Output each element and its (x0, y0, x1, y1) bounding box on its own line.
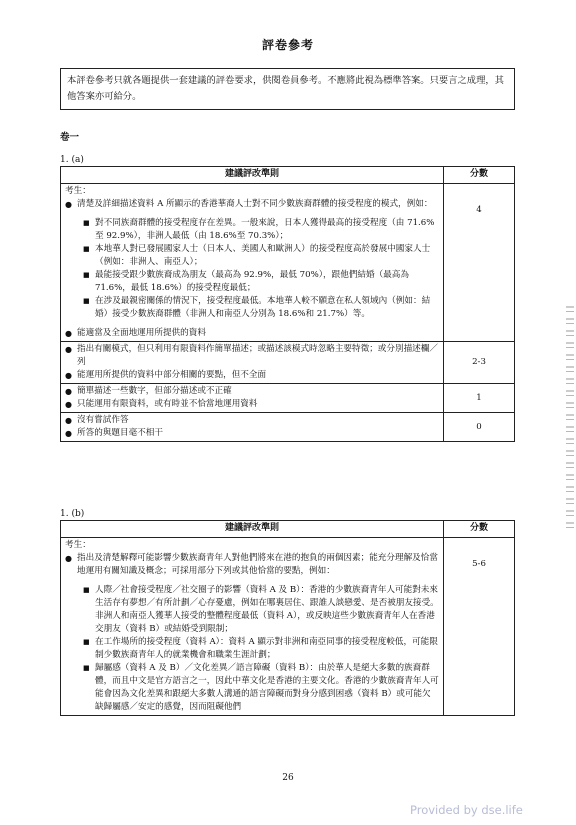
square-bullet-icon: ■ (83, 664, 90, 672)
bullet-icon: ● (65, 371, 72, 380)
criteria-cell (61, 384, 444, 413)
question-1b-label: 1. (b) (60, 509, 85, 519)
marking-table-1a (60, 166, 515, 442)
criteria-header: 建議評改準則 (61, 521, 444, 538)
question-1a-label: 1. (a) (60, 155, 84, 165)
criteria-header: 建議評改準則 (61, 167, 444, 184)
criterion-text: 能適當及全面地運用所提供的資料 (77, 328, 206, 338)
criterion-text: 所答的與題目毫不相干 (77, 428, 163, 438)
square-bullet-icon: ■ (83, 219, 90, 227)
square-bullet-icon: ■ (83, 586, 90, 594)
criterion-text: 清楚及詳細描述資料 A 所顯示的香港華裔人士對不同少數族裔群體的接受程度的模式，例如： (77, 199, 433, 209)
criteria-cell (61, 184, 444, 342)
criterion-text: 只能運用有限資料，或有時並不恰當地運用資料 (77, 399, 258, 409)
criteria-cell (61, 413, 444, 442)
example-point: 人際／社會接受程度／社交圈子的影響（資料 A 及 B）：香港的少數族裔青年人可能對未來生活存有夢想／有所計劃／心存憂慮，例如在哪裏居住、跟誰人談戀愛、是否被朋友接受。非洲人和南亞人獲華人接受的整體程度最低（資料 A），或反映這些少數族裔青年人在香港交朋友（資料 B）或結婚受到限制； (95, 585, 439, 634)
table-row (61, 342, 515, 384)
example-point: 最能接受跟少數族裔成為朋友（最高為 92.9%，最低 70%），跟他們結婚（最高為 71.6%，最低 18.6%）的接受程度最低； (95, 270, 409, 293)
bullet-icon: ● (65, 429, 72, 438)
score-header: 分數 (444, 167, 515, 184)
page-number: 26 (282, 773, 294, 783)
square-bullet-icon: ■ (83, 638, 90, 646)
example-point: 對不同族裔群體的接受程度存在差異。一般來說，日本人獲得最高的接受程度（由 71.6%至 92.9%），非洲人最低（由 18.6%至 70.3%）； (95, 218, 435, 241)
bullet-icon: ● (65, 329, 72, 338)
square-bullet-icon: ■ (83, 297, 90, 305)
table-header (61, 521, 515, 538)
square-bullet-icon: ■ (83, 271, 90, 279)
example-point: 在涉及最親密關係的情況下，接受程度最低。本地華人較不願意在私人領域內（例如：結婚）接受少數族裔群體（非洲人和南亞人分別為 18.6%和 21.7%）等。 (95, 296, 431, 319)
score-cell: 5-6 (444, 538, 515, 716)
criterion-text: 能運用所提供的資料中部分相關的要點，但不全面 (77, 370, 267, 380)
watermark: Provided by dse.life (410, 803, 523, 817)
example-point: 本地華人對已發展國家人士（日本人、美國人和歐洲人）的接受程度高於發展中國家人士（例如：非洲人、南亞人）； (95, 244, 431, 267)
score-cell: 1 (444, 384, 515, 413)
scan-margin-marks (566, 300, 574, 530)
intro-box: 本評卷參考只就各題提供一套建議的評卷要求，供閱卷員參考。不應將此視為標準答案。只要言之成理，其他答案亦可給分。 (60, 68, 515, 110)
criterion-text: 沒有嘗試作答 (77, 415, 129, 425)
table-header (61, 167, 515, 184)
example-point: 在工作場所的接受程度（資料 A）：資料 A 顯示對非洲和南亞同事的接受程度較低，可能限制少數族裔青年人的就業機會和職業生涯計劃； (95, 637, 438, 660)
page-title: 評卷參考 (261, 38, 314, 52)
bullet-icon: ● (65, 387, 72, 396)
table-row (61, 538, 515, 716)
bullet-icon: ● (65, 554, 72, 563)
criterion-text: 指出有關模式，但只利用有限資料作簡單描述；或描述該模式時忽略主要特徵；或分別描述欄／列 (77, 344, 438, 367)
score-header: 分數 (444, 521, 515, 538)
table-row (61, 384, 515, 413)
bullet-icon: ● (65, 400, 72, 409)
bullet-icon: ● (65, 200, 72, 209)
criterion-text: 簡單描述一些數字，但部分描述或不正確 (77, 386, 232, 396)
score-cell: 4 (444, 184, 515, 342)
score-cell: 2-3 (444, 342, 515, 384)
example-point: 歸屬感（資料 A 及 B）／文化差異／語言障礙（資料 B）：由於華人是絕大多數的族裔群體，而且中文是官方語言之一，因此中華文化是香港的主要文化。香港的少數族裔青年人可能會因為文化差異和跟絕大多數人溝通的語言障礙而對身分感到困惑（資料 B）或可能欠缺歸屬感／安定的感覺，因而阻礙他們 (95, 663, 439, 712)
criterion-text: 指出及清楚解釋可能影響少數族裔青年人對他們將來在港的抱負的兩個因素；能充分理解及恰當地運用有關知識及概念；可採用部分下列或其他恰當的要點，例如： (77, 553, 438, 576)
marking-table-1b (60, 520, 515, 716)
candidate-label: 考生： (65, 186, 91, 196)
table-row (61, 184, 515, 342)
bullet-icon: ● (65, 416, 72, 425)
square-bullet-icon: ■ (83, 245, 90, 253)
score-cell: 0 (444, 413, 515, 442)
paper-label: 卷一 (60, 132, 80, 143)
bullet-icon: ● (65, 345, 72, 354)
criteria-cell (61, 538, 444, 716)
criteria-cell (61, 342, 444, 384)
candidate-label: 考生： (65, 540, 91, 550)
table-row (61, 413, 515, 442)
